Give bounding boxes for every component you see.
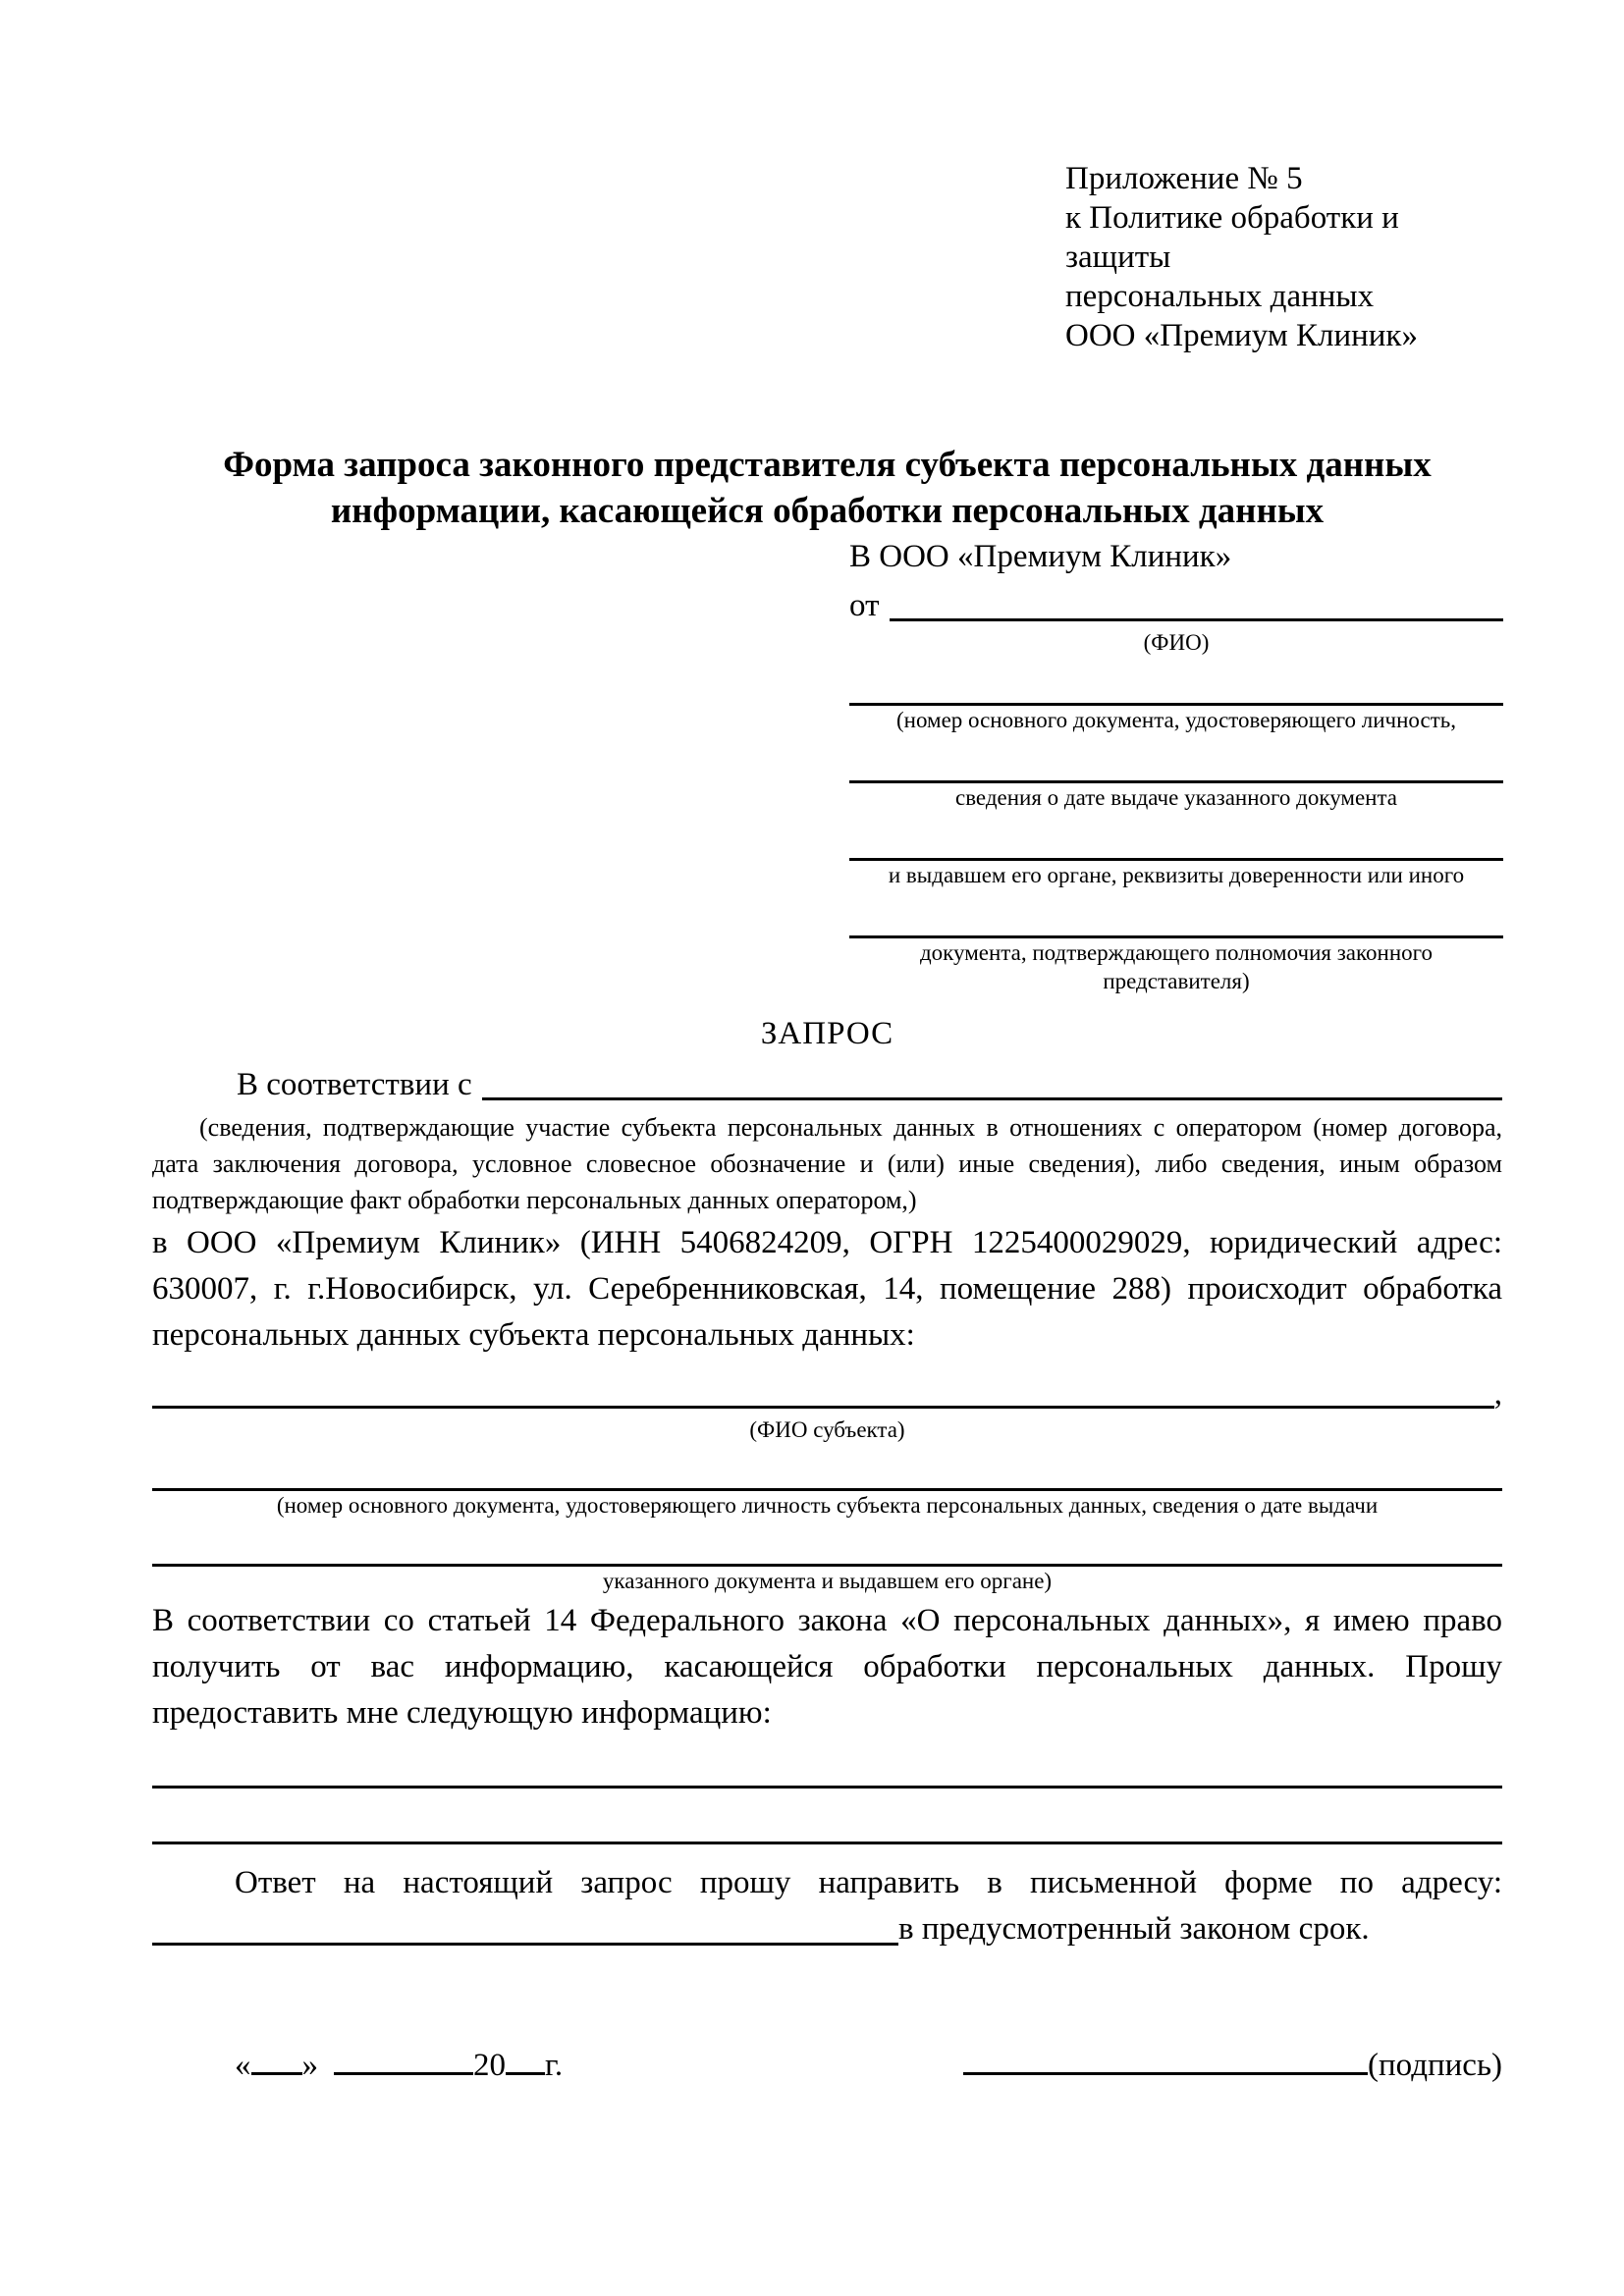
date-field <box>235 2043 563 2088</box>
subject-fio-write-in-line <box>152 1406 1494 1409</box>
signature-write-in-line <box>963 2072 1368 2075</box>
from-row <box>849 583 1503 628</box>
reply-paragraph: Ответ на настоящий запрос прошу направить в письменной форме по адресу: <box>235 1865 1502 1900</box>
date-signature-row <box>152 2043 1502 2088</box>
address-write-in-line <box>152 1943 898 1946</box>
intro-write-in-line <box>482 1097 1502 1100</box>
signature-caption: (подпись) <box>1368 2048 1502 2083</box>
doc-authority-caption: и выдавшем его органе, реквизиты доверенности или иного <box>888 863 1465 887</box>
open-quote: « <box>235 2048 251 2083</box>
intro-row <box>152 1062 1502 1107</box>
doc-issue-date-caption: сведения о дате выдаче указанного документа <box>954 785 1398 810</box>
appendix-note-line: персональных данных <box>1065 279 1375 314</box>
reply-tail: в предусмотренный законом срок. <box>898 1911 1370 1947</box>
day-write-in-line <box>251 2072 302 2075</box>
appendix-note-line: к Политике обработки и защиты <box>1065 200 1399 275</box>
reply-address-row <box>152 1906 1502 1952</box>
subject-doc-caption-1: (номер основного документа, удостоверяющего личность субъекта персональных данных, сведения о дате выдачи <box>276 1493 1379 1518</box>
subject-fio-row <box>152 1372 1502 1415</box>
appendix-note-line: Приложение № 5 <box>1065 161 1303 196</box>
subject-doc-caption-2: указанного документа и выдавшем его органе) <box>602 1569 1053 1593</box>
year-prefix: 20 <box>473 2048 506 2083</box>
info-write-in-line <box>152 1786 1502 1789</box>
subject-fio-caption: (ФИО субъекта) <box>749 1417 905 1442</box>
info-write-in-line <box>152 1842 1502 1844</box>
from-write-in-line <box>890 618 1504 621</box>
intro-label: В соответствии с <box>237 1067 472 1102</box>
form-title <box>152 442 1502 534</box>
form-title-line: Форма запроса законного представителя субъекта персональных данных <box>223 445 1432 485</box>
signature-field <box>963 2043 1502 2088</box>
year-suffix: г. <box>545 2048 564 2083</box>
form-title-line: информации, касающейся обработки персональных данных <box>330 491 1325 531</box>
fio-caption: (ФИО) <box>1143 630 1210 655</box>
operator-paragraph: в ООО «Премиум Клиник» (ИНН 5406824209, ОГРН 1225400029029, юридический адрес: 630007, г. г.Новосибирск, ул. Серебренниковская, 14, помещение 288) происходит обработка персональных данных субъекта персональных данных: <box>152 1225 1502 1353</box>
intro-caption: (сведения, подтверждающие участие субъекта персональных данных в отношениях с оператором (номер договора, дата заключения договора, условное словесное обозначение и (или) иные сведения), либо сведения, иным образом подтверждающие факт обработки персональных данных оператором,) <box>152 1113 1502 1214</box>
addressee-block <box>849 534 1503 995</box>
appendix-note-line: ООО «Премиум Клиник» <box>1065 318 1418 353</box>
law-paragraph: В соответствии со статьей 14 Федерального закона «О персональных данных», я имею право получить от вас информацию, касающейся обработки персональных данных. Прошу предоставить мне следующую информацию: <box>152 1603 1502 1731</box>
trailing-comma: , <box>1493 1376 1502 1412</box>
from-label: от <box>849 588 880 623</box>
close-quote: » <box>301 2048 318 2083</box>
doc-number-caption: (номер основного документа, удостоверяющего личность, <box>895 708 1456 732</box>
addressee-organization: В ООО «Премиум Клиник» <box>849 539 1232 574</box>
doc-powers-caption: документа, подтверждающего полномочия законного представителя) <box>919 940 1433 993</box>
request-heading: ЗАПРОС <box>760 1016 894 1051</box>
appendix-note <box>1065 159 1502 355</box>
year-write-in-line <box>506 2072 545 2075</box>
month-write-in-line <box>334 2072 473 2075</box>
